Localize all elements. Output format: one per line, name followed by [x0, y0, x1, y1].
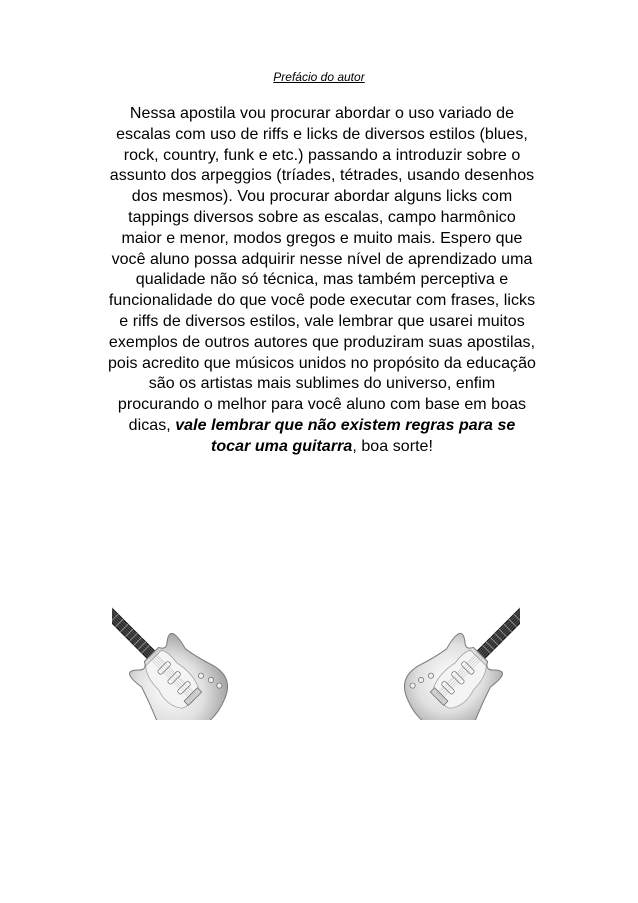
paragraph-closing: , boa sorte! [352, 437, 434, 455]
electric-guitar-illustration-left [112, 530, 292, 720]
paragraph-emphasis: vale lembrar que não existem regras para se tocar uma guitarra [175, 416, 516, 455]
electric-guitar-illustration-right [340, 530, 520, 720]
preface-heading: Prefácio do autor [273, 70, 365, 84]
paragraph-text: Nessa apostila vou procurar abordar o uso variado de escalas com uso de riffs e licks de diversos estilos (blues, rock, country, funk e etc.) passando a introduzir sobre o assunto dos arpeggios (tríades, tétrades, usando desenhos dos mesmos). Vou procurar abordar alguns licks com tappings diversos sobre as escalas, campo harmônico maior e menor, modos gregos e muito mais. Espero que você aluno possa adquirir nesse nível de aprendizado uma qualidade não só técnica, mas também perceptiva e funcionalidade do que você pode executar com frases, licks e riffs de diversos estilos, vale lembrar que usarei muitos exemplos de outros autores que produziram suas apostilas, pois acredito que músicos unidos no propósito da educação são os artistas mais sublimes do universo, enfim procurando o melhor para você aluno com base em boas dicas, [107, 105, 536, 434]
preface-paragraph [84, 104, 560, 458]
